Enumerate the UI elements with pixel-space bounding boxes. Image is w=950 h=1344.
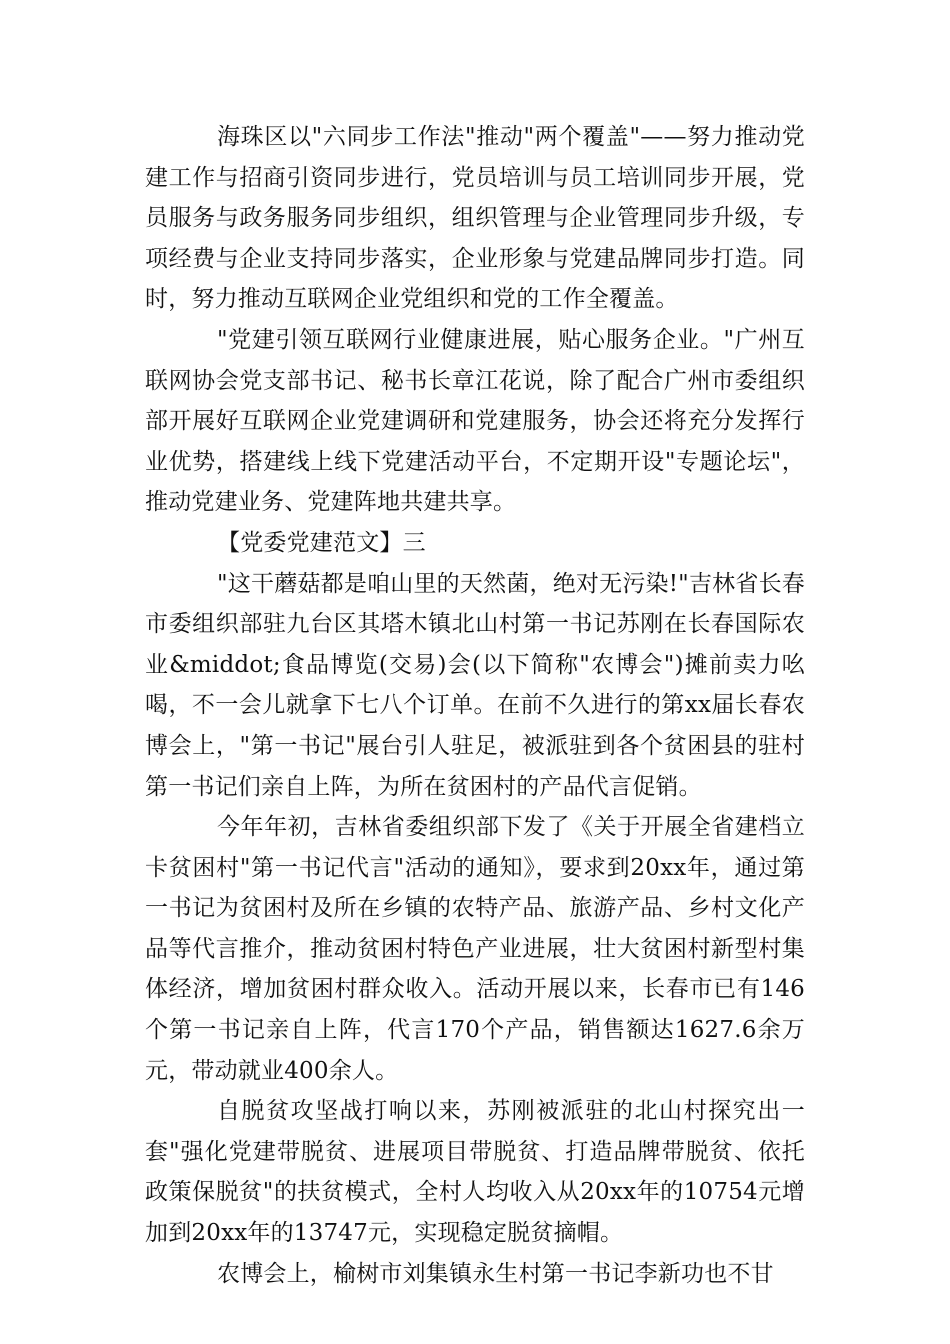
paragraph-guangzhou-association: "党建引领互联网行业健康进展，贴心服务企业。"广州互联网协会党支部书记、秘书长章江花说，除了配合广州市委组织部开展好互联网企业党建调研和党建服务，协会还将充分发挥行业优势，搭建线上线下党建活动平台，不定期开设"专题论坛"，推动党建业务、党建阵地共建共享。: [145, 326, 805, 516]
paragraph-yushu: 农博会上，榆树市刘集镇永生村第一书记李新功也不甘: [217, 1260, 774, 1287]
paragraph-jilin-notice: 今年年初，吉林省委组织部下发了《关于开展全省建档立卡贫困村"第一书记代言"活动的通知》，要求到20xx年，通过第一书记为贫困村及所在乡镇的农特产品、旅游产品、乡村文化产品等代言推介，推动贫困村特色产业进展，壮大贫困村新型村集体经济，增加贫困村群众收入。活动开展以来，长春市已有146个第一书记亲自上阵，代言170个产品，销售额达1627.6余万元，带动就业400余人。: [145, 814, 805, 1084]
document-body: [145, 117, 805, 1294]
section-heading: 【党委党建范文】三: [217, 529, 426, 556]
paragraph-mushroom: "这干蘑菇都是咱山里的天然菌，绝对无污染!"吉林省长春市委组织部驻九台区其塔木镇北山村第一书记苏刚在长春国际农业&middot;食品博览(交易)会(以下简称"农博会")摊前卖力吆喝，不一会儿就拿下七八个订单。在前不久进行的第xx届长春农博会上，"第一书记"展台引人驻足，被派驻到各个贫困县的驻村第一书记们亲自上阵，为所在贫困村的产品代言促销。: [145, 570, 805, 800]
paragraph-beishan-village: 自脱贫攻坚战打响以来，苏刚被派驻的北山村探究出一套"强化党建带脱贫、进展项目带脱贫、打造品牌带脱贫、依托政策保脱贫"的扶贫模式，全村人均收入从20xx年的10754元增加到20xx年的13747元，实现稳定脱贫摘帽。: [145, 1098, 805, 1247]
paragraph-haizhu: 海珠区以"六同步工作法"推动"两个覆盖"——努力推动党建工作与招商引资同步进行，党员培训与员工培训同步开展，党员服务与政务服务同步组织，组织管理与企业管理同步升级，专项经费与企业支持同步落实，企业形象与党建品牌同步打造。同时，努力推动互联网企业党组织和党的工作全覆盖。: [145, 124, 805, 313]
